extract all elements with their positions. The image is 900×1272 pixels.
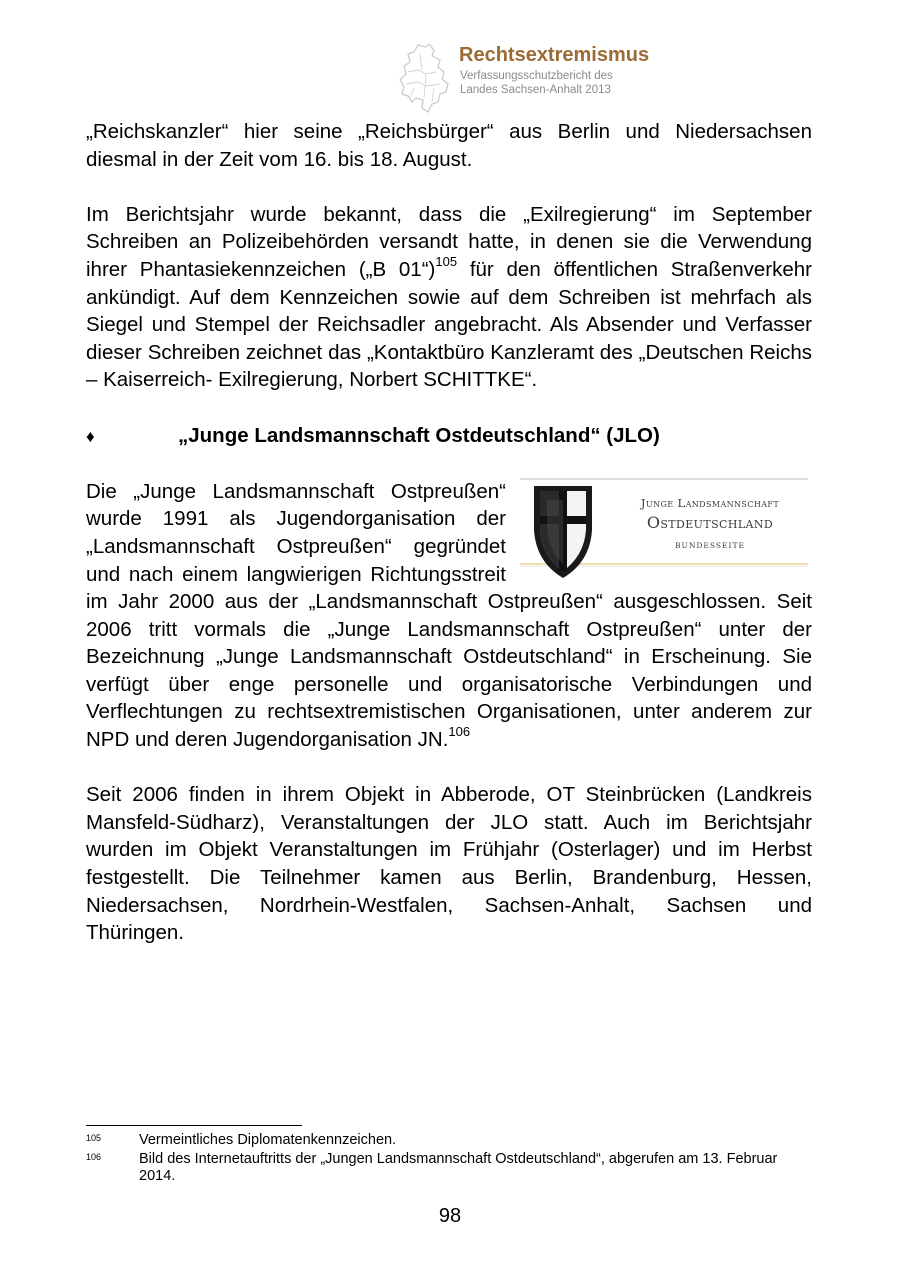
logo-text-line3: BUNDESSEITE [675,540,745,550]
paragraph-2 [86,201,812,394]
footnote-text: Vermeintliches Diplomatenkennzeichen. [139,1132,397,1148]
page-header [396,42,696,114]
section-heading-text: „Junge Landsmannschaft Ostdeutschland“ (JLO) [178,423,660,447]
header-subtitle-line1: Verfassungsschutzbericht des [460,70,613,82]
footnote-ref-105: 105 [435,254,458,270]
paragraph-4: Seit 2006 finden in ihrem Objekt in Abberode, OT Steinbrücken (Landkreis Mansfeld-Südharz), Veranstaltungen der JLO statt. Auch im Berichtsjahr wurden im Objekt Veranstaltungen im Frühjahr (Osterlager) und im Herbst festgestellt. Die Teilnehmer kamen aus Berlin, Brandenburg, Hessen, Niedersachsen, Nordrhein-Westfalen, Sachsen-Anhalt, Sachsen und Thüringen. [86,783,812,945]
paragraph-1: „Reichskanzler“ hier seine „Reichsbürger“ aus Berlin und Niedersachsen diesmal in der Zeit vom 16. bis 18. August. [86,120,812,171]
paragraph-2-text-b: für den öffentlichen Straßenverkehr ankündigt. Auf dem Kennzeichen sowie auf dem Schreiben ist mehrfach als Siegel und Stempel der Reichsadler angebracht. Als Absender und Verfasser dieser Schreiben zeichnet das „Kontaktbüro Kanzleramt des „Deutschen Reichs – Kaiserreich- Exilregierung, Norbert SCHITTKE“. [86,257,813,392]
footnote-105 [86,1132,812,1150]
main-content [86,118,812,974]
jlo-logo-image [520,478,808,580]
footnote-ref-106: 106 [448,724,471,740]
paragraph-2-text-a: Im Berichtsjahr wurde bekannt, dass die „Exilregierung“ im September Schreiben an Polizeibehörden versandt hatte, in denen sie die Verwendung ihrer Phantasiekennzeichen („B 01“) [86,202,812,281]
footnotes [86,1132,812,1187]
page-number: 98 [438,1205,462,1227]
logo-text-line1: Junge Landsmannschaft [640,495,780,510]
logo-text-line2: Ostdeutschland [646,512,774,532]
header-subtitle-line2: Landes Sachsen-Anhalt 2013 [460,84,611,96]
footnote-divider [86,1125,302,1126]
sachsen-anhalt-map-icon [396,42,456,114]
paragraph-3-text: Die „Junge Landsmannschaft Ostpreußen“ wurde 1991 als Jugendorganisation der „Landsmannschaft Ostpreußen“ gegründet und nach einem langwierigen Richtungsstreit im Jahr 2000 aus der „Landsmannschaft Ostpreußen“ ausgeschlossen. Seit 2006 tritt vormals die „Junge Landsmannschaft Ostpreußen“ unter der Bezeichnung „Junge Landsmannschaft Ostdeutschland“ in Erscheinung. Sie verfügt über enge personelle und organisatorische Verbindungen und Verflechtungen zu rechtsextremistischen Organisationen, unter anderem zur NPD und deren Jugendorganisation JN. [86,479,812,752]
footnote-106 [86,1151,812,1186]
footnote-number: 105 [86,1133,102,1143]
diamond-bullet-icon: ♦ [86,426,95,446]
paragraph-3 [86,478,812,754]
footnote-number: 106 [86,1151,102,1162]
header-title: Rechtsextremismus [459,44,650,66]
footnote-text: Bild des Internetauftritts der „Jungen Landsmannschaft Ostdeutschland“, abgerufen am 13. Februar 2014. [139,1150,778,1184]
section-heading [86,422,812,451]
